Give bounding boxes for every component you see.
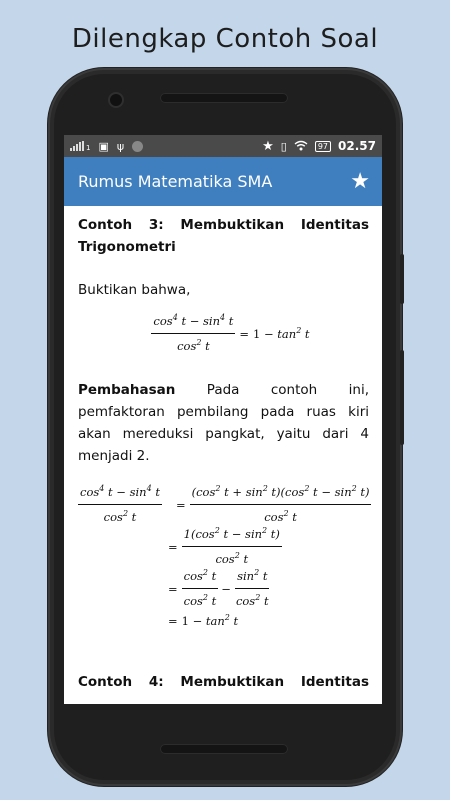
bottom-speaker [160, 744, 288, 754]
star-icon[interactable]: ★ [350, 168, 370, 194]
discussion-label: Pembahasan [78, 382, 176, 398]
discussion-text: Pada contoh ini, pemfaktoran pembilang pada ruas kiri akan mereduksi pangkat, yaitu dari 4 menjadi 2. [78, 382, 369, 464]
top-speaker [160, 93, 288, 103]
prove-text: Buktikan bahwa, [78, 282, 191, 298]
front-camera [110, 94, 122, 106]
wifi-icon [294, 140, 308, 153]
signal-icon [70, 141, 84, 151]
discussion-paragraph [78, 379, 369, 467]
volume-button [400, 350, 404, 445]
app-notification-icon [132, 141, 143, 152]
example3-heading-line2: Trigonometri [78, 239, 176, 255]
battery-icon: 97 [315, 141, 331, 152]
image-icon: ▣ [98, 139, 109, 153]
status-clock: 02.57 [338, 139, 376, 153]
example4-heading: Contoh 4: Membuktikan Identitas [78, 674, 369, 690]
power-button [400, 254, 404, 304]
usb-icon: ψ [116, 139, 125, 153]
identity-equation: $\frac{\cos^4 t - \sin^4 t}{\cos^2 t}$ = $1 - \tan^2 t$ [78, 310, 369, 357]
phone-screen [64, 135, 382, 704]
app-bar [64, 157, 382, 206]
promo-banner-title: Dilengkap Contoh Soal [71, 24, 379, 54]
derivation-steps: $\frac{\cos^4 t - \sin^4 t}{\cos^2 t}$ = $\frac{(\cos^2 t + \sin^2 t)(\cos^2 t - \sin^2 t)}{\cos^2 t}$ = $\frac{1(\cos^2 t - \sin^2 t)}{\cos^2 t}$ = $\frac{\cos^2 t}{\cos^2 t}$ − $\frac{\sin^2 t}{\cos^2 t}$ = $1 - \tan^2 t$ [78, 481, 369, 641]
vibrate-icon: ▯ [280, 139, 287, 153]
example3-heading: Contoh 3: Membuktikan Identitas [78, 217, 369, 233]
status-bar [64, 135, 382, 157]
app-title: Rumus Matematika SMA [78, 172, 273, 191]
network-number: 1 [86, 143, 91, 152]
article-content [64, 206, 382, 693]
star-status-icon: ★ [262, 138, 274, 154]
